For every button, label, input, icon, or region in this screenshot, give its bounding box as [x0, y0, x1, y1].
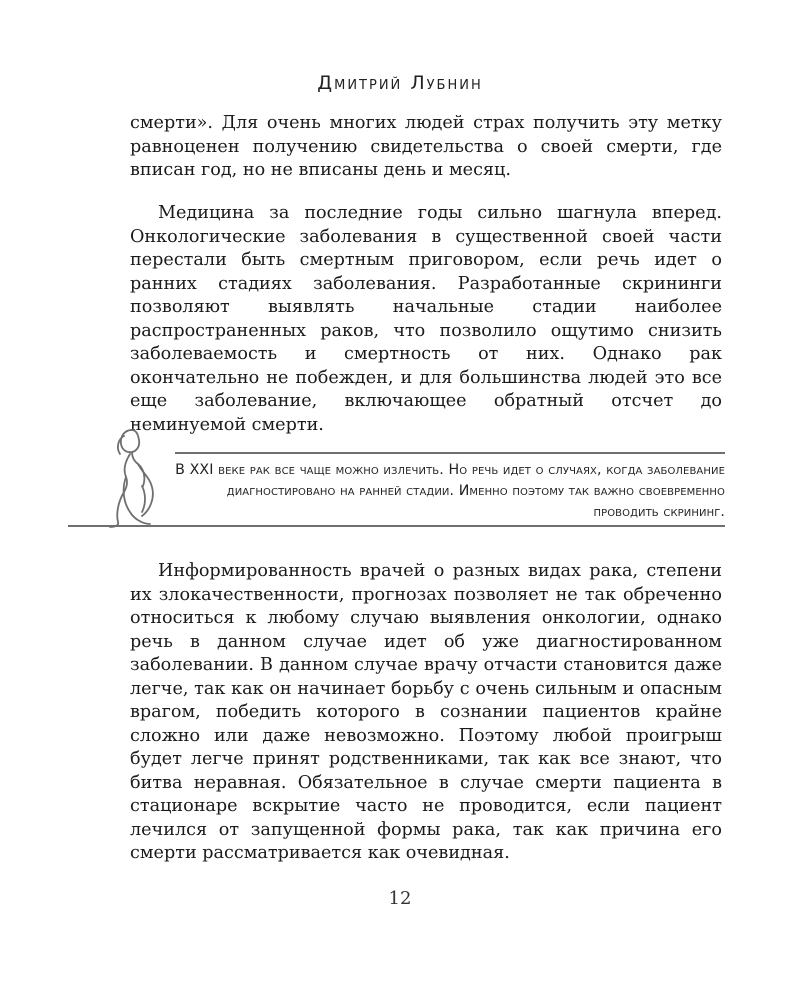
callout-text: В XXI веке рак все чаще можно излечить. Но речь идет о случаях, когда заболевание диагностировано на ранней стадии. Именно поэтому так важно своевременно проводить скрининг.: [175, 462, 725, 520]
page-number: 12: [388, 888, 412, 909]
callout-rule-bottom: [68, 525, 725, 527]
running-head-author: Дмитрий Лубнин: [317, 72, 483, 94]
seated-woman-line-art-icon: [88, 424, 178, 530]
callout-rule-top: [175, 452, 725, 454]
paragraph-2: Медицина за последние годы сильно шагнула вперед. Онкологические заболевания в существенной своей части перестали быть смертным приговором, если речь идет о ранних стадиях заболевания. Разработанные скрининги позволяют выявлять начальные стадии наиболее распространенных раков, что позволило ощутимо снизить заболеваемость и смертность от них. Однако рак окончательно не побежден, и для большинства людей это все еще заболевание, включающее обратный отсчет до неминуемой смерти.: [130, 203, 722, 435]
paragraph-1: смерти». Для очень многих людей страх получить эту метку равноценен получению свидетельства о своей смерти, где вписан год, но не вписаны день и месяц.: [130, 113, 722, 180]
paragraph-3: Информированность врачей о разных видах рака, степени их злокачественности, прогнозах позволяет не так обреченно относиться к любому случаю выявления онкологии, однако речь в данном случае идет об уже диагностированном заболевании. В данном случае врачу отчасти становится даже легче, так как он начинает борьбу с очень сильным и опасным врагом, победить которого в сознании пациентов крайне сложно или даже невозможно. Поэтому любой проигрыш будет легче принят родственниками, так как все знают, что битва неравная. Обязательное в случае смерти пациента в стационаре вскрытие часто не проводится, если пациент лечился от запущенной формы рака, так как причина его смерти рассматривается как очевидная.: [130, 561, 722, 863]
